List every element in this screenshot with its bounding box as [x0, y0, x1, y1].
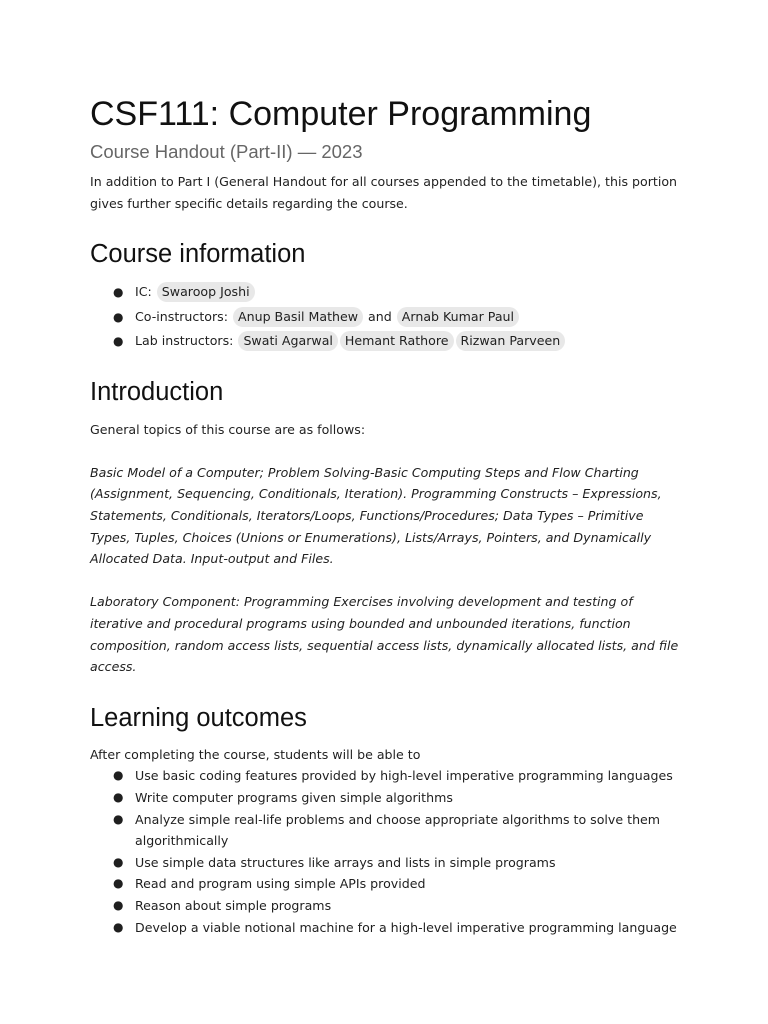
outcome-text: Use basic coding features provided by high-level imperative programming languages — [135, 768, 673, 784]
topics-paragraph: Basic Model of a Computer; Problem Solving-Basic Computing Steps and Flow Charting (Assignment, Sequencing, Conditionals, Iteration). Programming Constructs – Expressions, Statements, Conditionals, Iterators/Loops, Functions/Procedures; Data Types – Primitive Types, Tuples, Choices (Unions or Enumerations), Lists/Arrays, Pointers, and Dynamically Allocated Data. Input-output and Files. — [90, 464, 662, 567]
bullet-icon: ● — [113, 334, 124, 349]
person-chip-lab-3[interactable]: Rizwan Parveen — [456, 331, 566, 351]
outcome-text: Read and program using simple APIs provided — [135, 876, 426, 892]
person-chip-ic[interactable]: Swaroop Joshi — [157, 282, 255, 302]
bullet-icon: ● — [113, 285, 124, 300]
bullet-icon: ● — [113, 854, 124, 869]
bullet-icon: ● — [113, 309, 124, 324]
list-item — [113, 809, 680, 852]
learning-outcomes-lead: After completing the course, students will be able to — [90, 746, 421, 762]
person-chip-lab-1[interactable]: Swati Agarwal — [238, 331, 337, 351]
person-chip-lab-2[interactable]: Hemant Rathore — [340, 331, 454, 351]
document-page — [90, 94, 680, 938]
person-chip-co-2[interactable]: Arnab Kumar Paul — [397, 307, 519, 327]
bullet-icon: ● — [113, 919, 124, 934]
introduction-lead: General topics of this course are as follows: — [90, 421, 366, 437]
list-item — [113, 787, 680, 809]
page-subtitle: Course Handout (Part-II) — 2023 — [90, 141, 363, 162]
ic-item — [113, 280, 680, 305]
list-item — [113, 895, 680, 917]
outcome-text: Write computer programs given simple algorithms — [135, 790, 453, 805]
lab-instructors-label: Lab instructors: — [135, 333, 234, 349]
bullet-icon: ● — [113, 811, 124, 826]
learning-outcomes-list — [90, 765, 680, 938]
learning-outcomes-heading: Learning outcomes — [90, 703, 307, 732]
bullet-icon: ● — [113, 790, 124, 804]
course-information-heading: Course information — [90, 240, 306, 269]
list-item — [113, 765, 680, 787]
co-instructors-joiner: and — [368, 308, 392, 324]
introduction-heading: Introduction — [90, 377, 224, 406]
list-item — [113, 852, 680, 874]
list-item — [113, 873, 680, 895]
outcome-text: Use simple data structures like arrays and lists in simple programs — [135, 854, 556, 870]
outcome-text: Analyze simple real-life problems and choose appropriate algorithms to solve them algorithmically — [135, 811, 661, 849]
ic-label: IC: — [135, 284, 152, 300]
outcome-text: Develop a viable notional machine for a high-level imperative programming language — [135, 919, 677, 935]
outcome-text: Reason about simple programs — [135, 897, 332, 913]
bullet-icon: ● — [113, 876, 124, 891]
person-chip-co-1[interactable]: Anup Basil Mathew — [233, 307, 363, 327]
bullet-icon: ● — [113, 768, 124, 783]
co-instructors-label: Co-instructors: — [135, 308, 228, 324]
lab-component-paragraph: Laboratory Component: Programming Exercises involving development and testing of iterative and procedural programs using bounded and unbounded iterations, function composition, random access lists, sequential access lists, dynamically allocated lists, and file access. — [90, 594, 679, 675]
lab-instructors-item — [113, 329, 680, 354]
co-instructors-item — [113, 305, 680, 330]
intro-paragraph: In addition to Part I (General Handout for all courses appended to the timetable), this portion gives further specific details regarding the course. — [90, 174, 678, 211]
bullet-icon: ● — [113, 897, 124, 912]
list-item — [113, 917, 680, 939]
course-information-list — [90, 280, 680, 354]
page-title: CSF111: Computer Programming — [90, 95, 592, 133]
